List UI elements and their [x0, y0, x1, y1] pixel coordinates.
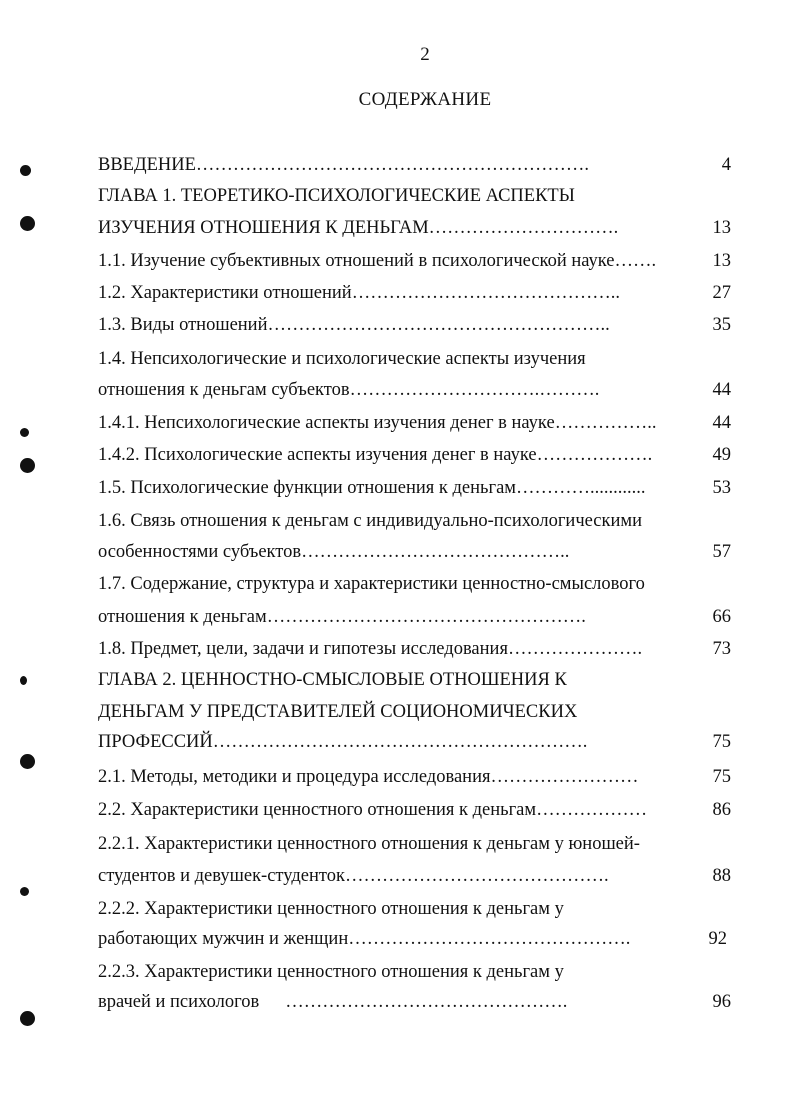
toc-page-number: 13 [712, 218, 731, 238]
toc-entry-text: ДЕНЬГАМ У ПРЕДСТАВИТЕЛЕЙ СОЦИОНОМИЧЕСКИХ [98, 702, 578, 722]
toc-entry [98, 252, 656, 271]
toc-entry-text: 1.5. Психологические функции отношения к деньгам [98, 478, 516, 498]
toc-entry [98, 575, 645, 594]
toc-leader-dots: ………………………………………. [285, 992, 568, 1012]
toc-leader-dots: …………………………. [428, 218, 619, 238]
punch-hole [20, 428, 29, 437]
toc-entry-text: отношения к деньгам [98, 607, 267, 627]
toc-entry-text: 1.2. Характеристики отношений [98, 283, 352, 303]
toc-leader-dots: …………………………………….. [301, 542, 570, 562]
toc-entry [98, 703, 577, 722]
punch-hole [20, 165, 31, 176]
toc-entry-text: 2.1. Методы, методики и процедура исследования [98, 767, 491, 787]
toc-leader-dots: ……………………………………. [344, 866, 609, 886]
toc-leader-dots: ……………………………………………. [266, 607, 586, 627]
toc-leader-dots: ………………………………………. [348, 929, 631, 949]
toc-page-number: 75 [712, 767, 731, 787]
toc-page-number: 53 [712, 478, 731, 498]
toc-entry [98, 381, 599, 400]
toc-page-number: 75 [712, 732, 731, 752]
toc-entry [98, 156, 589, 175]
toc-entry-text: ВВЕДЕНИЕ [98, 155, 196, 175]
toc-entry-text: отношения к деньгам субъектов [98, 380, 350, 400]
toc-leader-dots: …………………… [490, 767, 639, 787]
punch-hole [20, 458, 35, 473]
toc-page-number: 13 [712, 251, 731, 271]
toc-entry-text: 2.2.3. Характеристики ценностного отношения к деньгам у [98, 962, 564, 982]
toc-entry-text: ГЛАВА 1. ТЕОРЕТИКО-ПСИХОЛОГИЧЕСКИЕ АСПЕКТЫ [98, 186, 575, 206]
toc-entry [98, 446, 652, 465]
toc-entry [98, 768, 638, 787]
toc-page-number: 49 [712, 445, 731, 465]
toc-entry-text: особенностями субъектов [98, 542, 302, 562]
toc-page-number: 86 [712, 800, 731, 820]
toc-entry [98, 671, 567, 690]
toc-entry-text: 1.4.2. Психологические аспекты изучения денег в науке [98, 445, 537, 465]
toc-leader-dots: …………….. [554, 413, 657, 433]
toc-entry-text: врачей и психологов [98, 992, 260, 1012]
punch-hole [20, 754, 35, 769]
toc-leader-dots: ……………………………………………………. [212, 732, 588, 752]
toc-page-number: 27 [712, 283, 731, 303]
toc-entry [98, 479, 645, 498]
toc-leader-dots: …………………………………….. [351, 283, 620, 303]
toc-entry-text: 1.8. Предмет, цели, задачи и гипотезы исследования [98, 639, 508, 659]
toc-entry-text: ГЛАВА 2. ЦЕННОСТНО-СМЫСЛОВЫЕ ОТНОШЕНИЯ К [98, 670, 567, 690]
toc-entry [98, 608, 586, 627]
toc-entry-text: студентов и девушек-студенток [98, 866, 345, 886]
toc-entry-text: 2.2.1. Характеристики ценностного отношения к деньгам у юношей- [98, 834, 640, 854]
toc-page-number: 44 [712, 380, 731, 400]
punch-hole [20, 1011, 35, 1026]
toc-page-number: 88 [712, 866, 731, 886]
punch-hole [20, 887, 29, 896]
toc-entry [98, 867, 609, 886]
toc-entry [98, 512, 642, 531]
toc-entry [98, 801, 647, 820]
toc-entry [98, 543, 569, 562]
toc-entry [98, 414, 656, 433]
toc-entry [98, 284, 620, 303]
toc-entry-text: 2.2.2. Характеристики ценностного отношения к деньгам у [98, 899, 564, 919]
toc-entry-text: 1.4. Непсихологические и психологические аспекты изучения [98, 349, 586, 369]
page-number: 2 [420, 44, 430, 65]
toc-entry-text: 2.2. Характеристики ценностного отношения к деньгам [98, 800, 537, 820]
toc-page-number: 96 [712, 992, 731, 1012]
toc-entry [98, 963, 564, 982]
page-title: СОДЕРЖАНИЕ [358, 89, 492, 110]
toc-entry [98, 640, 642, 659]
toc-leader-dots: ……………………………………………….. [267, 315, 610, 335]
toc-leader-dots: ……. [614, 251, 657, 271]
toc-page-number: 35 [712, 315, 731, 335]
toc-entry-text: 1.7. Содержание, структура и характеристики ценностно-смыслового [98, 574, 645, 594]
toc-entry [98, 316, 610, 335]
toc-entry [98, 187, 575, 206]
toc-leader-dots: ………………………………………………………. [195, 155, 590, 175]
toc-entry [98, 930, 630, 949]
toc-leader-dots: ………………. [536, 445, 653, 465]
toc-entry-text: 1.6. Связь отношения к деньгам с индивидуально-психологическими [98, 511, 642, 531]
toc-entry-text: 1.4.1. Непсихологические аспекты изучения денег в науке [98, 413, 555, 433]
toc-page-number: 44 [712, 413, 731, 433]
punch-hole [20, 216, 35, 231]
toc-leader-dots: ……………… [536, 800, 648, 820]
toc-entry [98, 835, 640, 854]
toc-entry [98, 219, 618, 238]
toc-page-number: 66 [712, 607, 731, 627]
toc-leader-dots: …………............ [515, 478, 646, 498]
toc-entry [98, 733, 587, 752]
toc-page-number: 73 [712, 639, 731, 659]
punch-hole [20, 676, 27, 685]
toc-entry [98, 350, 586, 369]
toc-page-number: 57 [712, 542, 731, 562]
toc-page-number: 4 [721, 155, 731, 175]
toc-entry-text: ПРОФЕССИЙ [98, 732, 213, 752]
toc-entry-text: 1.3. Виды отношений [98, 315, 268, 335]
toc-entry-text: 1.1. Изучение субъективных отношений в психологической науке [98, 251, 615, 271]
toc-page-number: 92 [708, 929, 727, 949]
toc-entry-text: ИЗУЧЕНИЯ ОТНОШЕНИЯ К ДЕНЬГАМ [98, 218, 429, 238]
toc-leader-dots: …………………. [507, 639, 643, 659]
toc-entry [98, 900, 564, 919]
toc-entry-text: работающих мужчин и женщин [98, 929, 349, 949]
toc-entry [98, 993, 567, 1012]
toc-leader-dots: ………………………….………. [349, 380, 600, 400]
